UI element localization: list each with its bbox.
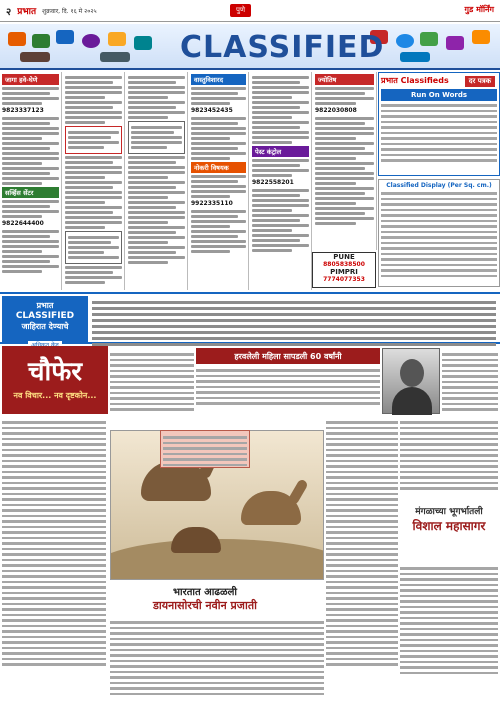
building-icon: [20, 52, 50, 62]
column-heading-3: वास्तुविशारद: [191, 74, 246, 85]
phone-number-4: 9922335110: [191, 200, 233, 207]
ad-box-2: [65, 231, 122, 264]
directory-brand: प्रभात: [36, 301, 54, 310]
rate-card-logo: प्रभात Classifieds: [381, 76, 449, 85]
dinosaur-callout-box: [160, 430, 250, 468]
phone-number-6: 9822030808: [315, 107, 357, 114]
directory-listing: [92, 298, 496, 349]
dinosaur-headline: [150, 584, 260, 614]
rate-card-label: दर पत्रक: [465, 76, 495, 87]
article-column-3: [326, 418, 398, 704]
briefcase-icon: [446, 36, 464, 50]
classified-column-4: [189, 72, 249, 290]
classified-rate-ad: [378, 72, 500, 290]
woman-portrait-photo: [382, 348, 440, 414]
story-text: [196, 366, 380, 406]
column-heading-4: नोकरी विषयक: [191, 162, 246, 173]
phone-icon: [134, 36, 152, 50]
computer-icon: [56, 30, 74, 44]
chaufer-title: चौफेर: [28, 357, 82, 387]
dinosaur-headline-bottom: डायनासोरची नवीन प्रजाती: [153, 599, 257, 612]
page-header: [0, 0, 500, 22]
classified-title: CLASSIFIED: [180, 30, 385, 65]
story-headline: हरवलेली महिला सापडली 60 वर्षांनी: [196, 348, 380, 364]
article-column-1: [2, 418, 106, 704]
classified-directory: [0, 292, 500, 344]
edition-name: गुड मॉर्निंग: [464, 5, 494, 14]
pune-contact-box: [312, 252, 376, 288]
pune-label: PUNE: [333, 253, 355, 261]
car-icon: [32, 34, 50, 48]
lead-text: [110, 350, 194, 414]
classified-column-1: [0, 72, 62, 290]
truck-icon: [100, 52, 130, 62]
classified-column-6: [313, 72, 377, 250]
column-heading-6: ज्योतिष: [315, 74, 374, 85]
classified-banner: [0, 24, 500, 70]
phone-number-5: 9822558201: [252, 179, 294, 186]
article-column-5: [400, 564, 498, 704]
chaufer-subtitle: नव विचार... नव दृष्टकोन...: [13, 391, 97, 400]
mars-headline-bottom: विशाल महासागर: [412, 519, 486, 533]
display-rate-card: [378, 179, 500, 287]
classified-column-3: [126, 72, 188, 290]
house-icon: [8, 32, 26, 46]
directory-title: CLASSIFIED: [15, 311, 75, 321]
rate-card: [378, 72, 500, 176]
phone-number-2: 9822644400: [2, 220, 44, 227]
brand-logo: प्रभात: [17, 7, 37, 17]
display-rate-title: Classified Display (Per Sq. cm.): [386, 182, 492, 189]
classified-column-2: [63, 72, 125, 290]
directory-logo: [2, 296, 88, 342]
mars-headline: [400, 504, 498, 560]
chaufer-masthead: [2, 346, 108, 414]
dinosaur-headline-top: भारतात आढळली: [172, 587, 237, 598]
column-heading-2: सर्व्हिस सेंटर: [2, 187, 59, 198]
globe-icon: [82, 34, 100, 48]
phone-number-3: 9823452435: [191, 107, 233, 114]
directory-subtitle: जाहिरात देण्याचे: [21, 322, 69, 331]
issue-date: शुक्रवार, दि. १६ मे २०२५: [42, 7, 97, 15]
classified-column-5: [250, 72, 312, 290]
ad-box: [65, 126, 122, 154]
pimpri-label: PIMPRI: [330, 268, 358, 276]
ad-box-3: [128, 121, 185, 154]
run-on-words-bar: Run On Words: [381, 89, 497, 101]
phone-number: 9823337123: [2, 107, 44, 114]
ship-icon: [400, 52, 430, 62]
side-text: [442, 350, 498, 414]
tools-icon: [420, 32, 438, 46]
city-tag: पुणे: [230, 4, 251, 17]
page-number: २: [6, 6, 12, 18]
pimpri-phone: 7774077353: [323, 276, 365, 283]
mars-headline-top: मंगळाच्या भूगर्भातली: [415, 507, 483, 517]
pune-phone: 8805838500: [323, 261, 365, 268]
megaphone-icon: [472, 30, 490, 44]
article-column-2: [110, 618, 324, 704]
graduation-cap-icon: [396, 34, 414, 48]
chaufer-section: [0, 346, 500, 708]
column-heading-5: पेस्ट कंट्रोल: [252, 146, 309, 157]
key-icon: [108, 32, 126, 46]
column-heading: जागा हवे-घेणे: [2, 74, 59, 85]
